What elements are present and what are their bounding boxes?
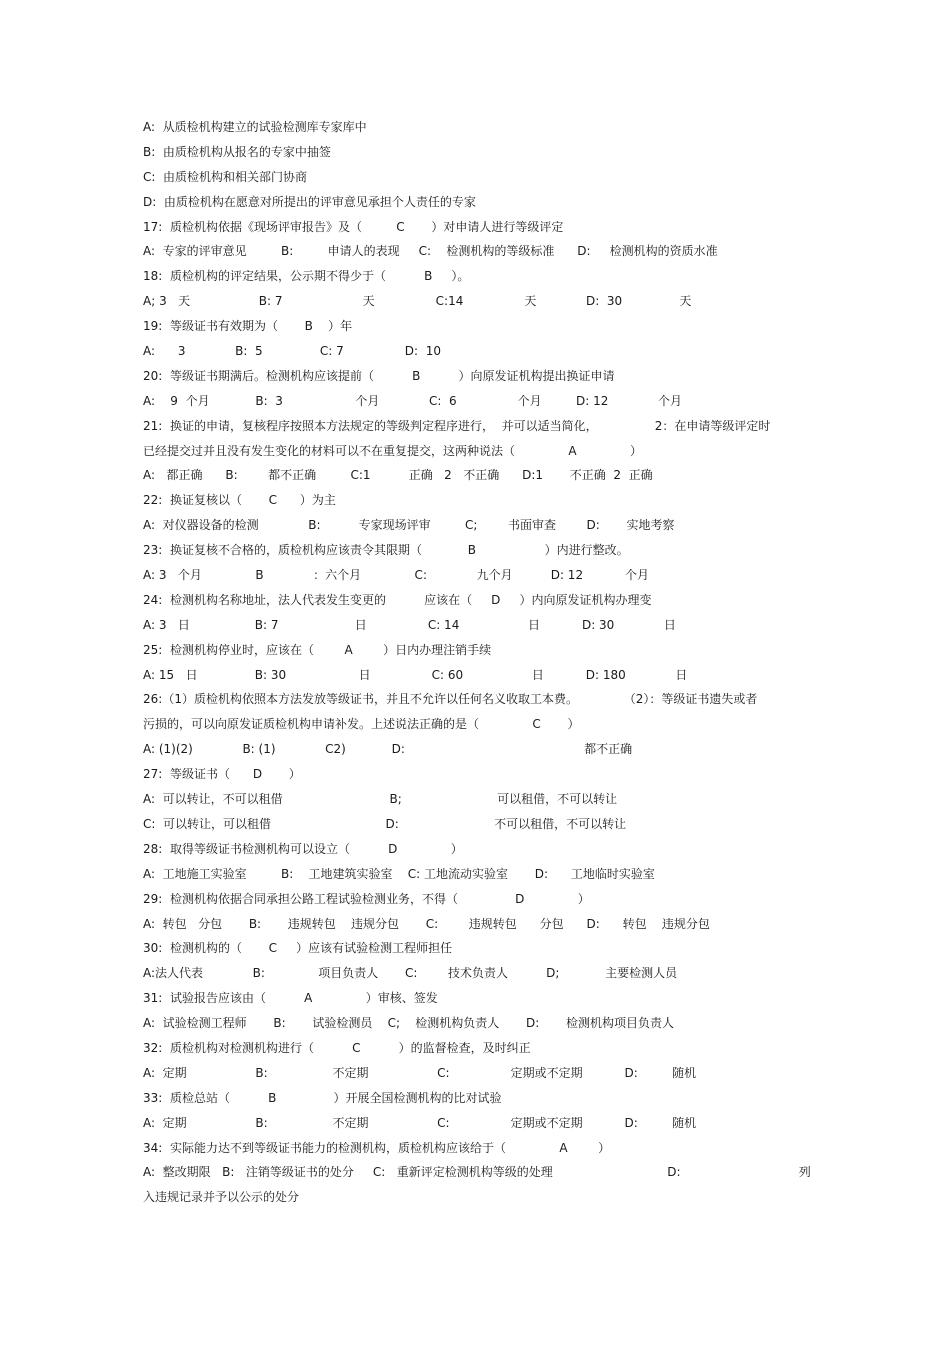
options-26: A: (1)(2) B: (1) C2) D: 都不正确 [143, 742, 633, 757]
question-26-part2: 污损的，可以向原发证质检机构申请补发。上述说法正确的是（ C ） [143, 717, 580, 732]
options-29: A: 转包 分包 B: 违规转包 违规分包 C: 违规转包 分包 D: 转包 违规分包 [143, 916, 710, 931]
options-27-cd: C: 可以转让，可以租借 D: 不可以租借，不可以转让 [143, 816, 627, 831]
options-21: A: 都正确 B: 都不正确 C:1 正确 2 不正确 D:1 不正确 2 正确 [143, 468, 653, 483]
option-line: A: 从质检机构建立的试验检测库专家库中 [143, 120, 367, 134]
option-line: B: 由质检机构从报名的专家中抽签 [143, 144, 331, 159]
question-23: 23: 换证复核不合格的，质检机构应该责令其限期（ B ）内进行整改。 [143, 543, 629, 558]
question-34: 34: 实际能力达不到等级证书能力的检测机构，质检机构应该给于（ A ） [143, 1140, 611, 1155]
question-21-part2: 已经提交过并且没有发生变化的材料可以不在重复提交，这两种说法（ A ） [143, 443, 643, 458]
question-18: 18: 质检机构的评定结果，公示期不得少于（ B ）。 [143, 269, 470, 284]
options-34-part1: A: 整改期限 B: 注销等级证书的处分 C: 重新评定检测机构等级的处理 D: 列 [143, 1165, 811, 1180]
option-line: D: 由质检机构在愿意对所提出的评审意见承担个人责任的专家 [143, 194, 476, 209]
question-30: 30: 检测机构的（ C ）应该有试验检测工程师担任 [143, 941, 453, 956]
question-24: 24: 检测机构名称地址，法人代表发生变更的 应该在（ D ）内向原发证机构办理变 [143, 592, 652, 607]
question-26-part1: 26:（1）质检机构依照本方法发放等级证书，并且不允许以任何名义收取工本费。 （2）：等级证书遗失或者 [143, 692, 758, 707]
options-17: A: 专家的评审意见 B: 申请人的表现 C: 检测机构的等级标准 D: 检测机构的资质水准 [143, 244, 718, 259]
options-30: A:法人代表 B: 项目负责人 C: 技术负责人 D; 主要检测人员 [143, 966, 678, 981]
question-text-block [143, 115, 813, 1210]
option-line: C: 由质检机构和相关部门协商 [143, 169, 308, 184]
options-18: A; 3 天 B: 7 天 C:14 天 D: 30 天 [143, 294, 692, 309]
options-27-ab: A: 可以转让，不可以租借 B; 可以租借，不可以转让 [143, 792, 618, 807]
question-25: 25: 检测机构停业时，应该在（ A ）日内办理注销手续 [143, 642, 492, 657]
options-25: A: 15 日 B: 30 日 C: 60 日 D: 180 日 [143, 667, 688, 682]
options-33: A: 定期 B: 不定期 C: 定期或不定期 D: 随机 [143, 1115, 697, 1130]
options-19: A: 3 B: 5 C: 7 D: 10 [143, 344, 441, 359]
question-33: 33: 质检总站（ B ）开展全国检测机构的比对试验 [143, 1090, 502, 1105]
question-22: 22: 换证复核以（ C ）为主 [143, 493, 336, 508]
question-32: 32: 质检机构对检测机构进行（ C ）的监督检查，及时纠正 [143, 1040, 531, 1055]
question-27: 27: 等级证书（ D ） [143, 767, 301, 782]
options-31: A: 试验检测工程师 B: 试验检测员 C; 检测机构负责人 D: 检测机构项目负责人 [143, 1016, 674, 1031]
options-34-part2: 入违规记录并予以公示的处分 [143, 1190, 300, 1205]
options-24: A: 3 日 B: 7 日 C: 14 日 D: 30 日 [143, 617, 676, 632]
question-17: 17: 质检机构依据《现场评审报告》及（ C ）对申请人进行等级评定 [143, 219, 564, 234]
question-19: 19: 等级证书有效期为（ B ）年 [143, 319, 353, 334]
options-28: A: 工地施工实验室 B: 工地建筑实验室 C: 工地流动实验室 D: 工地临时实验室 [143, 866, 655, 881]
question-31: 31: 试验报告应该由（ A ）审核、签发 [143, 991, 438, 1006]
options-23: A: 3 个月 B ：六个月 C: 九个月 D: 12 个月 [143, 568, 650, 583]
options-20: A: 9 个月 B: 3 个月 C: 6 个月 D: 12 个月 [143, 393, 682, 408]
options-32: A: 定期 B: 不定期 C: 定期或不定期 D: 随机 [143, 1065, 697, 1080]
options-22: A: 对仪器设备的检测 B: 专家现场评审 C; 书面审查 D: 实地考察 [143, 518, 675, 533]
question-21-part1: 21: 换证的申请，复核程序按照本方法规定的等级判定程序进行， 并可以适当简化， 2：在申请等级评定时 [143, 418, 771, 433]
question-28: 28: 取得等级证书检测机构可以设立（ D ） [143, 841, 463, 856]
question-20: 20: 等级证书期满后。检测机构应该提前（ B ）向原发证机构提出换证申请 [143, 368, 615, 383]
question-29: 29: 检测机构依据合同承担公路工程试验检测业务，不得（ D ） [143, 891, 590, 906]
